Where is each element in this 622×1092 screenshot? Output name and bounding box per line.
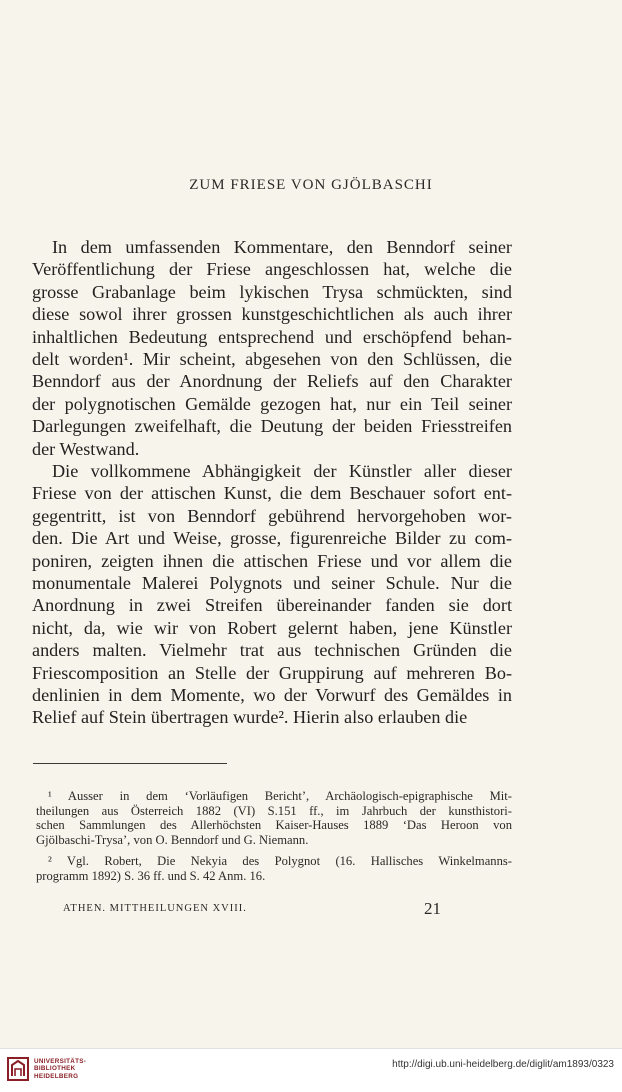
text-line: grosse Grabanlage beim lykischen Trysa schmückten, sind bbox=[32, 281, 512, 302]
footnote-line: Gjölbaschi-Trysa’, von O. Benndorf und G. Niemann. bbox=[36, 832, 309, 847]
text-line: den. Die Art und Weise, grosse, figurenreiche Bilder zu com- bbox=[32, 528, 512, 549]
permalink-url[interactable]: http://digi.ub.uni-heidelberg.de/diglit/am1893/0323 bbox=[392, 1059, 614, 1070]
library-name-line: UNIVERSITÄTS- bbox=[34, 1058, 87, 1065]
footnote-line: ² Vgl. Robert, Die Nekyia des Polygnot (16. Hallisches Winkelmanns- bbox=[48, 854, 512, 868]
university-library-logo-icon[interactable] bbox=[7, 1057, 29, 1081]
text-line: In dem umfassenden Kommentare, den Benndorf seiner bbox=[52, 237, 512, 257]
text-line: Die vollkommene Abhängigkeit der Künstler aller dieser bbox=[52, 461, 512, 481]
footnote-line: schen Sammlungen des Allerhöchsten Kaiser-Hauses 1889 ‘Das Heroon von bbox=[36, 818, 512, 832]
text-line: diese sowol ihrer grossen kunstgeschichtlichen als auch ihrer bbox=[32, 304, 512, 325]
text-line: Relief auf Stein übertragen wurde². Hierin also erlauben die bbox=[32, 707, 468, 728]
library-footer bbox=[0, 1048, 622, 1092]
text-line: denlinien in dem Momente, wo der Vorwurf des Gemäldes in bbox=[32, 684, 512, 705]
footnote-line: ¹ Ausser in dem ‘Vorläufigen Bericht’, Archäologisch-epigraphische Mit- bbox=[48, 789, 512, 803]
text-line: delt worden¹. Mir scheint, abgesehen von den Schlüssen, die bbox=[32, 348, 512, 369]
library-name-line: HEIDELBERG bbox=[34, 1072, 79, 1080]
paragraph-1 bbox=[32, 236, 512, 460]
paragraph-2 bbox=[32, 460, 512, 729]
text-line: gegentritt, ist von Benndorf gebührend hervorgehoben wor- bbox=[32, 505, 512, 526]
text-line: inhaltlichen Bedeutung entsprechend und erschöpfend behan- bbox=[32, 326, 512, 347]
text-line: anders malten. Vielmehr trat aus technischen Gründen die bbox=[32, 640, 512, 661]
text-line: der polygnotischen Gemälde gezogen hat, nur ein Teil seiner bbox=[32, 393, 512, 414]
text-line: Friese von der attischen Kunst, die dem Beschauer sofort ent- bbox=[32, 483, 512, 504]
text-line: monumentale Malerei Polygnots und seiner Schule. Nur die bbox=[32, 572, 512, 593]
article-title: ZUM FRIESE VON GJÖLBASCHI bbox=[189, 177, 433, 193]
signature-number: 21 bbox=[424, 899, 441, 918]
journal-signature: ATHEN. MITTHEILUNGEN XVIII. bbox=[63, 903, 247, 914]
footnote-line: programm 1892) S. 36 ff. und S. 42 Anm. 16. bbox=[36, 868, 266, 883]
text-line: Friescomposition an Stelle der Gruppirung auf mehreren Bo- bbox=[32, 662, 512, 683]
text-line: Benndorf aus der Anordnung der Reliefs auf den Charakter bbox=[32, 371, 512, 392]
library-name-line: BIBLIOTHEK bbox=[34, 1065, 76, 1073]
text-line: Darlegungen zweifelhaft, die Deutung der beiden Friesstreifen bbox=[32, 416, 512, 437]
text-line: poniren, zeigten ihnen die attischen Friese und vor allem die bbox=[32, 550, 512, 571]
text-line: Anordnung in zwei Streifen übereinander fanden sie dort bbox=[32, 595, 512, 616]
text-line: der Westwand. bbox=[32, 438, 140, 459]
footnote-2 bbox=[36, 854, 512, 883]
footnote-1 bbox=[36, 789, 512, 847]
footnote-line: theilungen aus Österreich 1882 (VI) S.151 ff., im Jahrbuch der kunsthistori- bbox=[36, 803, 512, 818]
footnote-divider bbox=[33, 763, 227, 764]
library-name bbox=[34, 1058, 86, 1080]
text-line: Veröffentlichung der Friese angeschlossen hat, welche die bbox=[32, 259, 512, 280]
text-line: nicht, da, wie wir von Robert gelernt haben, jene Künstler bbox=[32, 617, 512, 638]
